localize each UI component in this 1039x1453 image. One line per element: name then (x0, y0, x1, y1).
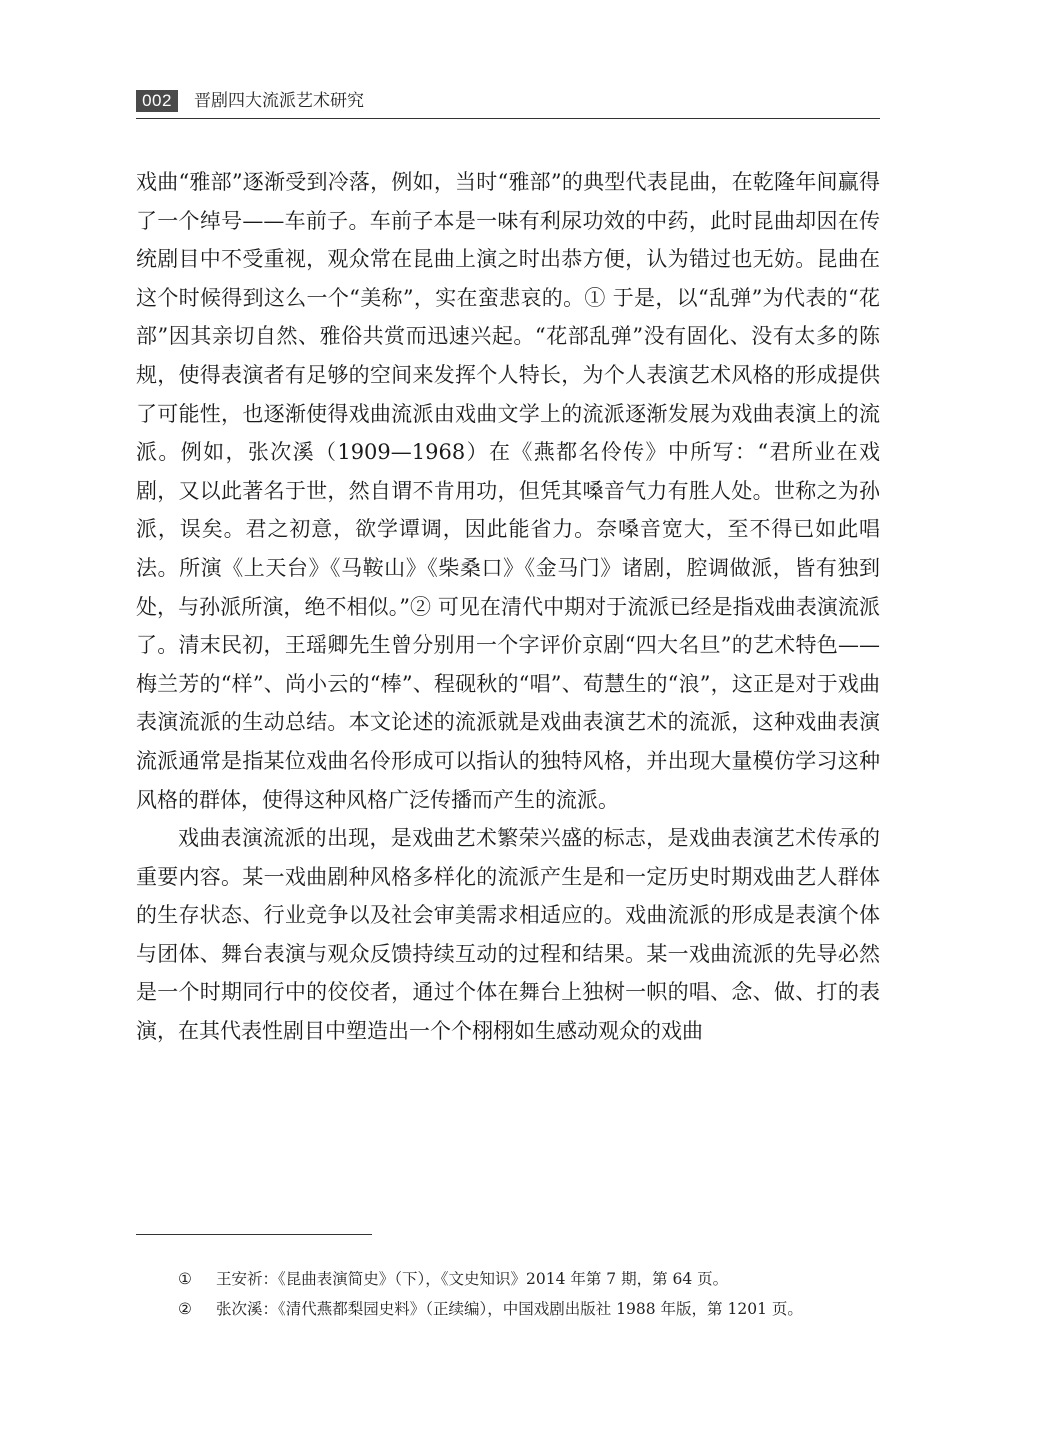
body-text (136, 163, 880, 1051)
running-header (136, 84, 880, 119)
paragraph-1: 戏曲“雅部”逐渐受到冷落，例如，当时“雅部”的典型代表昆曲，在乾隆年间赢得了一个绰号——车前子。车前子本是一味有利尿功效的中药，此时昆曲却因在传统剧目中不受重视，观众常在昆曲上演之时出恭方便，认为错过也无妨。昆曲在这个时候得到这么一个“美称”，实在蛮悲哀的。① 于是，以“乱弹”为代表的“花部”因其亲切自然、雅俗共赏而迅速兴起。“花部乱弹”没有固化、没有太多的陈规，使得表演者有足够的空间来发挥个人特长，为个人表演艺术风格的形成提供了可能性，也逐渐使得戏曲流派由戏曲文学上的流派逐渐发展为戏曲表演上的流派。例如，张次溪（1909—1968）在《燕都名伶传》中所写：“君所业在戏剧，又以此著名于世，然自谓不肯用功，但凭其嗓音气力有胜人处。世称之为孙派，误矣。君之初意，欲学谭调，因此能省力。奈嗓音宽大，至不得已如此唱法。所演《上天台》《马鞍山》《柴桑口》《金马门》诸剧，腔调做派，皆有独到处，与孙派所演，绝不相似。”② 可见在清代中期对于流派已经是指戏曲表演流派了。清末民初，王瑶卿先生曾分别用一个字评价京剧“四大名旦”的艺术特色——梅兰芳的“样”、尚小云的“棒”、程砚秋的“唱”、荀慧生的“浪”，这正是对于戏曲表演流派的生动总结。本文论述的流派就是戏曲表演艺术的流派，这种戏曲表演流派通常是指某位戏曲名伶形成可以指认的独特风格，并出现大量模仿学习这种风格的群体，使得这种风格广泛传播而产生的流派。 (136, 170, 880, 812)
paragraph-2: 戏曲表演流派的出现，是戏曲艺术繁荣兴盛的标志，是戏曲表演艺术传承的重要内容。某一戏曲剧种风格多样化的流派产生是和一定历史时期戏曲艺人群体的生存状态、行业竞争以及社会审美需求相适应的。戏曲流派的形成是表演个体与团体、舞台表演与观众反馈持续互动的过程和结果。某一戏曲流派的先导必然是一个时期同行中的佼佼者，通过个体在舞台上独树一帜的唱、念、做、打的表演，在其代表性剧目中塑造出一个个栩栩如生感动观众的戏曲 (136, 826, 880, 1044)
book-title: 晋剧四大流派艺术研究 (194, 91, 364, 111)
footnote-2-mark: ② (178, 1300, 192, 1318)
footnote-divider (136, 1234, 372, 1235)
footnote-2 (178, 1294, 888, 1324)
page-number: 002 (136, 90, 178, 112)
footnotes (178, 1264, 888, 1324)
footnote-1 (178, 1264, 888, 1294)
footnote-2-text: 张次溪：《清代燕都梨园史料》（正续编），中国戏剧出版社 1988 年版，第 1201 页。 (216, 1300, 803, 1318)
footnote-1-text: 王安祈：《昆曲表演简史》（下），《文史知识》2014 年第 7 期，第 64 页。 (216, 1270, 729, 1288)
footnote-1-mark: ① (178, 1270, 192, 1288)
